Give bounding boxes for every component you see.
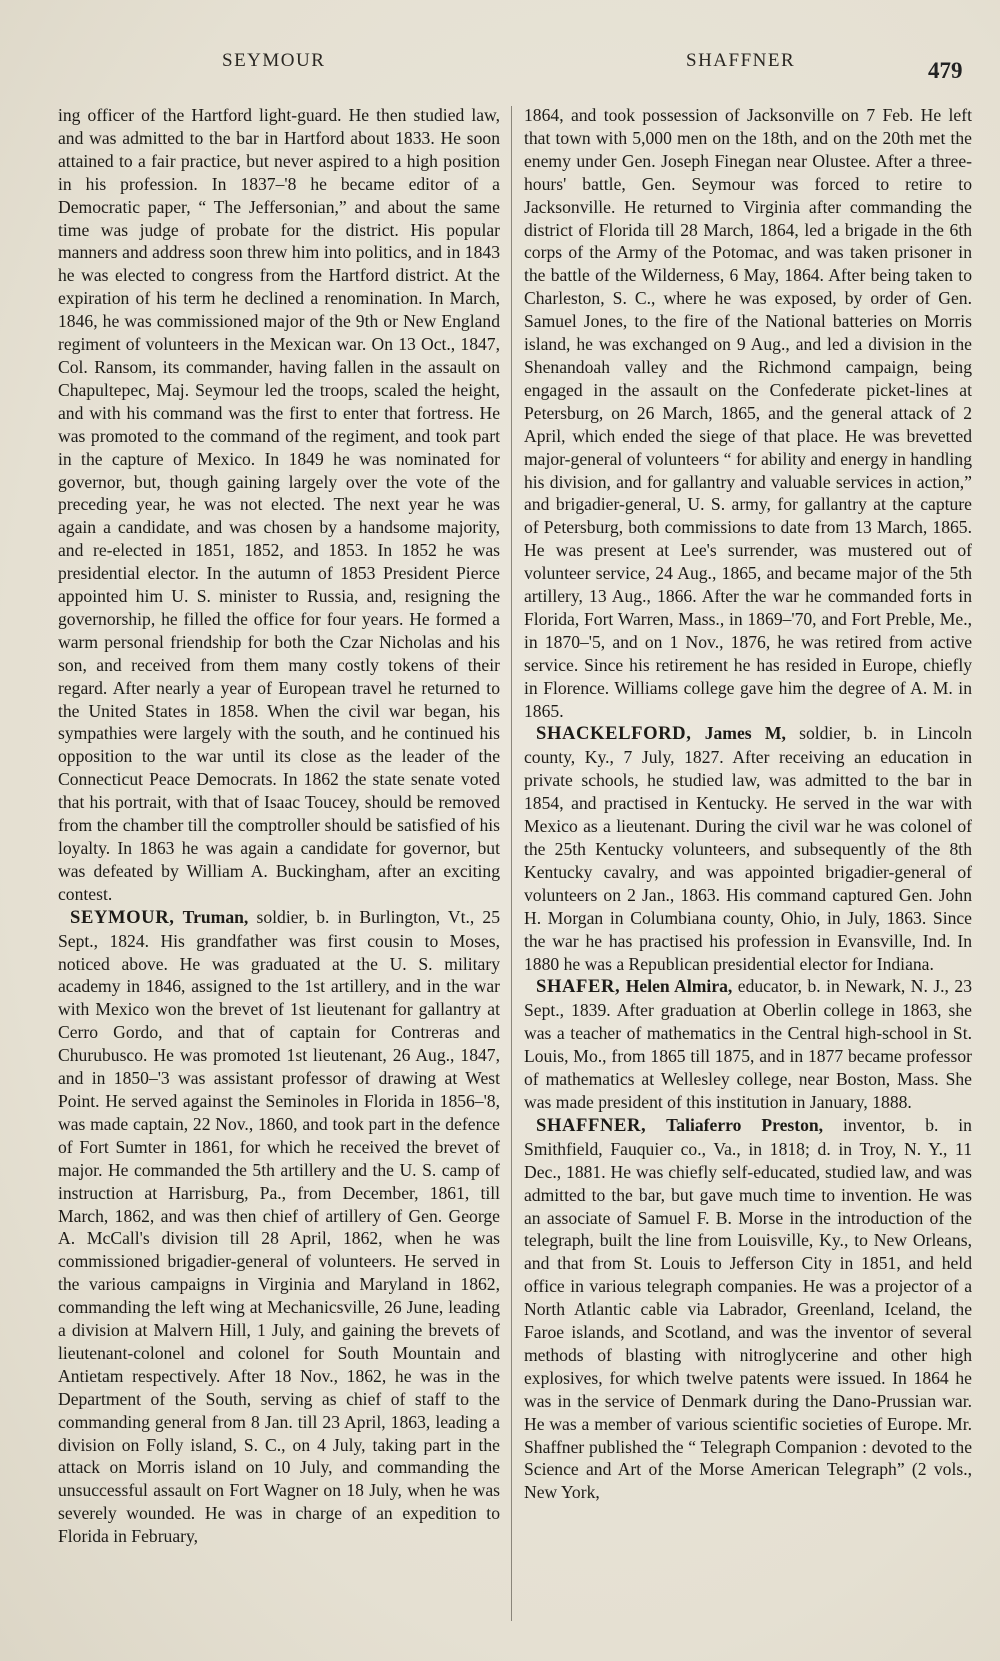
- entry-text: inventor, b. in Smithfield, Fauquier co., Va., in 1818; d. in Troy, N. Y., 11 Dec., 1881. He was chiefly self-educated, studied law, and was admitted to the bar, but gave much time to invention. He was an associate of Samuel F. B. Morse in the introduction of the telegraph, built the line from Louisville, Ky., to New Orleans, and that from St. Louis to Jefferson City in 1851, and held office in various telegraph companies. He was a projector of a North Atlantic cable via Labrador, Greenland, Iceland, the Faroe islands, and Scotland, and was the inventor of several methods of blasting with nitroglycerine and other high explosives, for which twelve patents were issued. In 1864 he was in the service of Denmark during the Dano-Prussian war. He was a member of various scientific societies of Europe. Mr. Shaffner published the “ Telegraph Companion : devoted to the Science and Art of the Morse American Telegraph” (2 vols., New York,: [524, 1114, 972, 1503]
- entry-surname: SHACKELFORD,: [536, 723, 692, 745]
- entry-given-name: Helen Almira,: [625, 976, 733, 997]
- left-column: [58, 104, 500, 1548]
- running-head-right: SHAFFNER: [686, 50, 796, 71]
- entry-surname: SHAFFNER,: [536, 1114, 647, 1136]
- page-number: 479: [928, 58, 963, 83]
- entry-shaffner: [524, 1114, 972, 1504]
- entry-text: soldier, b. in Lincoln county, Ky., 7 July, 1827. After receiving an education in private schools, he studied law, was admitted to the bar in 1854, and practised in Kentucky. He served in the war with Mexico as a lieutenant. During the civil war he was colonel of the 25th Kentucky volunteers, and subsequently of the 8th Kentucky cavalry, and was appointed brigadier-general of volunteers on 2 Jan., 1863. His command captured Gen. John H. Morgan in Columbiana county, Ohio, in July, 1863. Since the war he has practised his profession in Evansville, Ind. In 1880 he was a Republican presidential elector for Indiana.: [524, 723, 973, 974]
- entry-seymour-truman: [58, 906, 500, 1548]
- right-column: [524, 104, 972, 1504]
- running-head-left: SEYMOUR: [222, 50, 326, 71]
- entry-given-name: Taliaferro Preston,: [666, 1114, 824, 1135]
- entry-given-name: James M,: [704, 723, 786, 744]
- column-divider: [511, 106, 512, 1621]
- entry-given-name: Truman,: [182, 906, 249, 927]
- entry-text: educator, b. in Newark, N. J., 23 Sept., 1839. After graduation at Oberlin college in 1863, she was a teacher of mathematics in the Central high-school in St. Louis, Mo., from 1865 till 1875, and in 1877 became professor of mathematics at Wellesley college, near Boston, Mass. She was made president of this institution in January, 1888.: [524, 976, 972, 1112]
- entry-shafer: [524, 975, 972, 1113]
- entry-surname: SEYMOUR,: [70, 906, 175, 928]
- entry-surname: SHAFER,: [536, 976, 621, 998]
- entry-shackelford: [524, 722, 972, 975]
- seymour-thomas-continuation: ing officer of the Hartford light-guard. He then studied law, and was admitted to the bar in Hartford about 1833. He soon attained to a fair practice, but never aspired to a high position in his profession. In 1837–'8 he became editor of a Democratic paper, “ The Jeffersonian,” and about the same time was judge of probate for the district. His popular manners and address soon threw him into politics, and in 1843 he was elected to congress from the Hartford district. At the expiration of his term he declined a renomination. In March, 1846, he was commissioned major of the 9th or New England regiment of volunteers in the Mexican war. On 13 Oct., 1847, Col. Ransom, its commander, having fallen in the assault on Chapultepec, Maj. Seymour led the troops, scaled the height, and with his command was the first to enter that fortress. He was promoted to the command of the regiment, and took part in the capture of Mexico. In 1849 he was nominated for governor, but, though gaining largely over the vote of the preceding year, he was not elected. The next year he was again a candidate, and was chosen by a handsome majority, and re-elected in 1851, 1852, and 1853. In 1852 he was presidential elector. In the autumn of 1853 President Pierce appointed him U. S. minister to Russia, and, resigning the governorship, he filled the office for four years. He formed a warm personal friendship for both the Czar Nicholas and his son, and received from them many costly tokens of their regard. After nearly a year of European travel he returned to the United States in 1858. When the civil war began, his sympathies were largely with the south, and he continued his opposition to the war until its close as the leader of the Connecticut Peace Democrats. In 1862 the state senate voted that his portrait, with that of Isaac Toucey, should be removed from the chamber till the comptroller should be satisfied of his loyalty. In 1863 he was again a candidate for governor, but was defeated by William A. Buckingham, after an exciting contest.: [58, 105, 500, 904]
- entry-text: soldier, b. in Burlington, Vt., 25 Sept., 1824. His grandfather was first cousin to Moses, noticed above. He was graduated at the U. S. military academy in 1846, assigned to the 1st artillery, and in the war with Mexico won the brevet of 1st lieutenant for gallantry at Cerro Gordo, and that of captain for Contreras and Churubusco. He was promoted 1st lieutenant, 26 Aug., 1847, and in 1850–'3 was assistant professor of drawing at West Point. He served against the Seminoles in Florida in 1856–'8, was made captain, 22 Nov., 1860, and took part in the defence of Fort Sumter in 1861, for which he received the brevet of major. He commanded the 5th artillery and the U. S. camp of instruction at Harrisburg, Pa., from December, 1861, till March, 1862, and was then chief of artillery of Gen. George A. McCall's division till 28 April, 1862, when he was commissioned brigadier-general of volunteers. He served in the various campaigns in Virginia and Maryland in 1862, commanding the left wing at Mechanicsville, 26 June, leading a division at Malvern Hill, 1 July, and gaining the brevets of lieutenant-colonel and colonel for South Mountain and Antietam respectively. After 18 Nov., 1862, he was in the Department of the South, serving as chief of staff to the commanding general from 8 Jan. till 23 April, 1863, leading a division on Folly island, S. C., on 4 July, taking part in the attack on Morris island on 10 July, and commanding the unsuccessful assault on Fort Wagner on 18 July, when he was severely wounded. He was in charge of an expedition to Florida in February,: [58, 906, 500, 1547]
- seymour-truman-continuation: 1864, and took possession of Jacksonville on 7 Feb. He left that town with 5,000 men on the 18th, and on the 20th met the enemy under Gen. Joseph Finegan near Olustee. After a three-hours' battle, Gen. Seymour was forced to retire to Jacksonville. He returned to Virginia after commanding the district of Florida till 28 March, 1864, led a brigade in the 6th corps of the Army of the Potomac, and was taken prisoner in the battle of the Wilderness, 6 May, 1864. After being taken to Charleston, S. C., where he was exposed, by order of Gen. Samuel Jones, to the fire of the National batteries on Morris island, he was exchanged on 9 Aug., and led a division in the Shenandoah valley and the Richmond campaign, being engaged in the assault on the Confederate picket-lines at Petersburg, on 26 March, 1865, and the general attack of 2 April, which ended the siege of that place. He was brevetted major-general of volunteers “ for ability and energy in handling his division, and for gallantry and valuable services in action,” and brigadier-general, U. S. army, for gallantry at the capture of Petersburg, both commissions to date from 13 March, 1865. He was present at Lee's surrender, was mustered out of volunteer service, 24 Aug., 1865, and became major of the 5th artillery, 13 Aug., 1866. After the war he commanded forts in Florida, Fort Warren, Mass., in 1869–'70, and Fort Preble, Me., in 1870–'5, and on 1 Nov., 1876, he was retired from active service. Since his retirement he has resided in Europe, chiefly in Florence. Williams college gave him the degree of A. M. in 1865.: [524, 105, 972, 721]
